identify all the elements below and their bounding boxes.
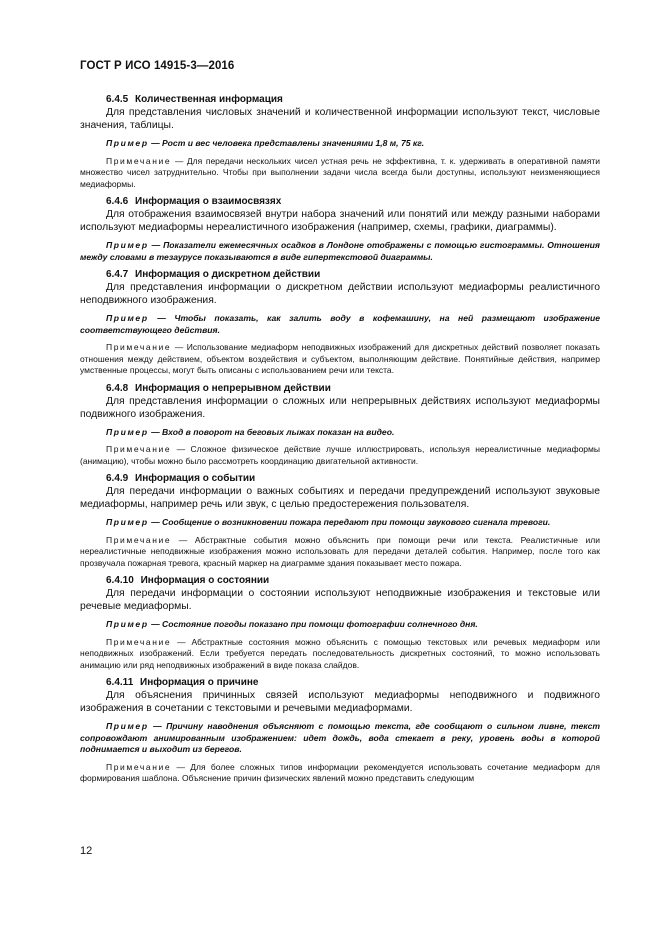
- section-paragraph: Для передачи информации о состоянии используют неподвижные изображения и текстовые или речевые медиаформы.: [80, 588, 600, 612]
- section-paragraph: Для представления информации о сложных или непрерывных действиях используют медиаформы подвижного изображения.: [80, 395, 600, 420]
- note-text: — Для передачи нескольких чисел устная речь не эффективна, т. к. удерживать в оперативной памяти множество чисел затруднительно. Чтобы при выполнении задачи числа всегда были доступны, используют неизменяющиеся медиаформы.: [80, 155, 600, 189]
- example-paragraph: [80, 240, 600, 263]
- note-text: — Для более сложных типов информации рекомендуется использовать сочетание медиаформ для формирования шаблона. Объяснение причин физических явлений можно представить следующим: [80, 761, 600, 783]
- example-text: — Рост и вес человека представлены значениями 1,8 м, 75 кг.: [151, 138, 425, 148]
- example-text: — Причину наводнения объясняют с помощью текста, где сообщают о сильном ливне, текст сопровождают анимированным изображением: идет дождь, вода стекает в реку, уровень воды в которой поднимается и выходит из берегов.: [80, 721, 600, 754]
- example-paragraph: [80, 313, 600, 336]
- example-text: — Показатели ежемесячных осадков в Лондоне отображены с помощью гистограммы. Отношения между словами в тезаурусе показываются в виде гипертекстовой диаграммы.: [80, 240, 600, 262]
- section-title: Информация о состоянии: [140, 575, 270, 586]
- section-title: Количественная информация: [135, 94, 283, 105]
- example-label: Пример: [106, 721, 149, 731]
- section-title: Информация о событии: [135, 473, 256, 484]
- note-text: — Использование медиаформ неподвижных изображений для дискретных действий позволяет показать отношения между действием, объектом воздействия и субъектом, выполняющим действие. Понятийные действия, например умственные процессы, могут быть описаны с использованием речи или текста.: [80, 342, 600, 375]
- example-paragraph: [80, 517, 600, 529]
- note-paragraph: [80, 444, 600, 467]
- note-text: — Абстрактные состояния можно объяснить с помощью текстовых или речевых медиаформ или неподвижных изображений. Если требуется передать последовательность дискретных состояний, то можно использовать анимацию или ряд неподвижных изображений в виде показа слайдов.: [80, 636, 600, 670]
- section-title: Информация о взаимосвязях: [135, 196, 282, 207]
- document-header: ГОСТ Р ИСО 14915-3—2016: [80, 60, 235, 72]
- note-label: Примечание: [106, 155, 172, 166]
- example-text: — Сообщение о возникновении пожара передают при помощи звукового сигнала тревоги.: [151, 517, 551, 527]
- note-paragraph: [80, 535, 600, 570]
- example-paragraph: [80, 427, 600, 439]
- section-paragraph: Для передачи информации о важных событиях и передачи предупреждений используют звуковые медиаформы, например речь или звук, с целью предостережения пользователя.: [80, 486, 600, 510]
- note-label: Примечание: [106, 342, 172, 352]
- section-paragraph: Для представления информации о дискретном действии используют медиаформы реалистичного неподвижного изображения.: [80, 282, 600, 306]
- section-number: 6.4.6: [106, 196, 129, 207]
- example-label: Пример: [106, 313, 149, 323]
- example-paragraph: [80, 619, 600, 631]
- example-paragraph: [80, 721, 600, 756]
- section-heading: [80, 677, 600, 689]
- section-number: 6.4.11: [106, 677, 134, 688]
- note-text: — Сложное физическое действие лучше иллюстрировать, используя нереалистичные медиаформы (анимацию), чтобы можно было рассмотреть координацию двигательной активности.: [80, 444, 600, 466]
- section-heading: [80, 94, 600, 106]
- example-label: Пример: [106, 426, 149, 437]
- note-label: Примечание: [106, 761, 172, 772]
- example-paragraph: [80, 138, 600, 150]
- section-number: 6.4.10: [106, 575, 134, 586]
- example-label: Пример: [106, 517, 149, 527]
- document-body: [80, 94, 600, 785]
- section-heading: [80, 269, 600, 281]
- section-heading: [80, 575, 600, 587]
- section-paragraph: Для представления числовых значений и количественной информации используют текст, числовые значения, таблицы.: [80, 107, 600, 131]
- section-title: Информация о непрерывном действии: [135, 382, 331, 394]
- note-text: — Абстрактные события можно объяснить при помощи речи или текста. Реалистичные или нереалистичные неподвижные изображения можно использовать для передачи деталей события. Например, после того как прозвучала пожарная тревога, красный маркер на диаграмме здания показывает место пожара.: [80, 534, 600, 568]
- section-heading: [80, 196, 600, 208]
- section-paragraph: Для объяснения причинных связей используют медиаформы неподвижного и подвижного изображения в сочетании с текстовыми и речевыми медиаформами.: [80, 690, 600, 714]
- note-paragraph: [80, 156, 600, 191]
- section-number: 6.4.7: [106, 269, 129, 280]
- note-paragraph: [80, 342, 600, 377]
- note-label: Примечание: [106, 636, 172, 647]
- section-number: 6.4.8: [106, 382, 129, 394]
- note-paragraph: [80, 637, 600, 672]
- page-number: 12: [80, 845, 93, 857]
- example-text: — Состояние погоды показано при помощи фотографии солнечного дня.: [151, 619, 478, 629]
- example-label: Пример: [106, 619, 149, 629]
- example-text: — Вход в поворот на беговых лыжах показан на видео.: [151, 426, 395, 437]
- section-number: 6.4.9: [106, 473, 129, 484]
- note-label: Примечание: [106, 444, 172, 454]
- section-title: Информация о причине: [140, 677, 259, 688]
- note-label: Примечание: [106, 534, 172, 545]
- section-heading: [80, 473, 600, 485]
- section-paragraph: Для отображения взаимосвязей внутри набора значений или понятий или между разными наборами используют медиаформы нереалистичного изображения (например, схемы, графики, диаграммы).: [80, 209, 600, 233]
- note-paragraph: [80, 762, 600, 785]
- section-title: Информация о дискретном действии: [135, 269, 321, 280]
- section-heading: [80, 383, 600, 395]
- section-number: 6.4.5: [106, 94, 129, 105]
- example-text: — Чтобы показать, как залить воду в кофемашину, на ней размещают изображение соответствующего действия.: [80, 313, 600, 335]
- example-label: Пример: [106, 240, 149, 250]
- example-label: Пример: [106, 138, 149, 148]
